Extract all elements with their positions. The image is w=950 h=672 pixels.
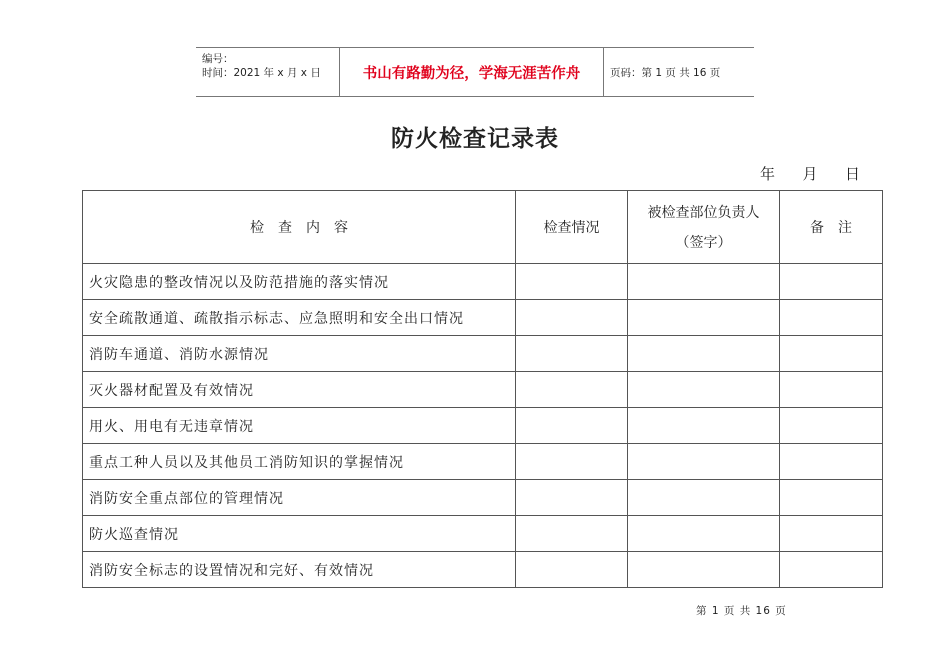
number-label: 编号： [202,53,234,65]
header-status: 检查情况 [516,191,628,264]
signature-cell[interactable] [628,516,780,552]
table-row [83,264,883,300]
row-content: 灭火器材配置及有效情况 [83,372,516,408]
note-cell[interactable] [780,552,883,588]
note-cell[interactable] [780,516,883,552]
signature-cell[interactable] [628,300,780,336]
table-row [83,480,883,516]
row-content: 消防安全标志的设置情况和完好、有效情况 [83,552,516,588]
page-footer: 第 1 页 共 16 页 [696,605,787,617]
row-content: 用火、用电有无违章情况 [83,408,516,444]
inspection-table [82,190,883,588]
row-content: 消防安全重点部位的管理情况 [83,480,516,516]
page-title: 防火检查记录表 [391,125,559,152]
table-row [83,552,883,588]
table-header-row [83,191,883,264]
status-cell[interactable] [516,336,628,372]
status-cell[interactable] [516,552,628,588]
status-cell[interactable] [516,372,628,408]
signature-cell[interactable] [628,336,780,372]
row-content: 防火巡查情况 [83,516,516,552]
status-cell[interactable] [516,480,628,516]
signature-cell[interactable] [628,264,780,300]
table-row [83,336,883,372]
date-day: 日 [844,165,860,183]
note-cell[interactable] [780,336,883,372]
date-year: 年 [760,165,776,183]
status-cell[interactable] [516,264,628,300]
note-cell[interactable] [780,300,883,336]
header-person-label: 被检查部位负责人 [647,205,760,221]
note-cell[interactable] [780,444,883,480]
header-meta [196,48,339,96]
status-cell[interactable] [516,300,628,336]
signature-cell[interactable] [628,408,780,444]
note-cell[interactable] [780,372,883,408]
note-cell[interactable] [780,480,883,516]
header-note: 备 注 [780,191,883,264]
header-content: 检 查 内 容 [83,191,516,264]
header-person [628,191,780,264]
signature-cell[interactable] [628,444,780,480]
table-row [83,300,883,336]
row-content: 火灾隐患的整改情况以及防范措施的落实情况 [83,264,516,300]
page-header [196,47,754,97]
table-row [83,516,883,552]
status-cell[interactable] [516,408,628,444]
date-line [760,163,860,184]
table-row [83,372,883,408]
signature-cell[interactable] [628,372,780,408]
table-row [83,444,883,480]
page-code: 页码：第 1 页 共 16 页 [610,66,721,79]
status-cell[interactable] [516,516,628,552]
note-cell[interactable] [780,408,883,444]
note-cell[interactable] [780,264,883,300]
header-person-sub: （签字） [675,235,732,251]
row-content: 重点工种人员以及其他员工消防知识的掌握情况 [83,444,516,480]
date-month: 月 [802,165,818,183]
row-content: 安全疏散通道、疏散指示标志、应急照明和安全出口情况 [83,300,516,336]
table-row [83,408,883,444]
row-content: 消防车通道、消防水源情况 [83,336,516,372]
status-cell[interactable] [516,444,628,480]
signature-cell[interactable] [628,480,780,516]
motto: 书山有路勤为径，学海无涯苦作舟 [339,48,604,96]
time-label: 时间：2021 年 x 月 x 日 [202,67,321,79]
signature-cell[interactable] [628,552,780,588]
